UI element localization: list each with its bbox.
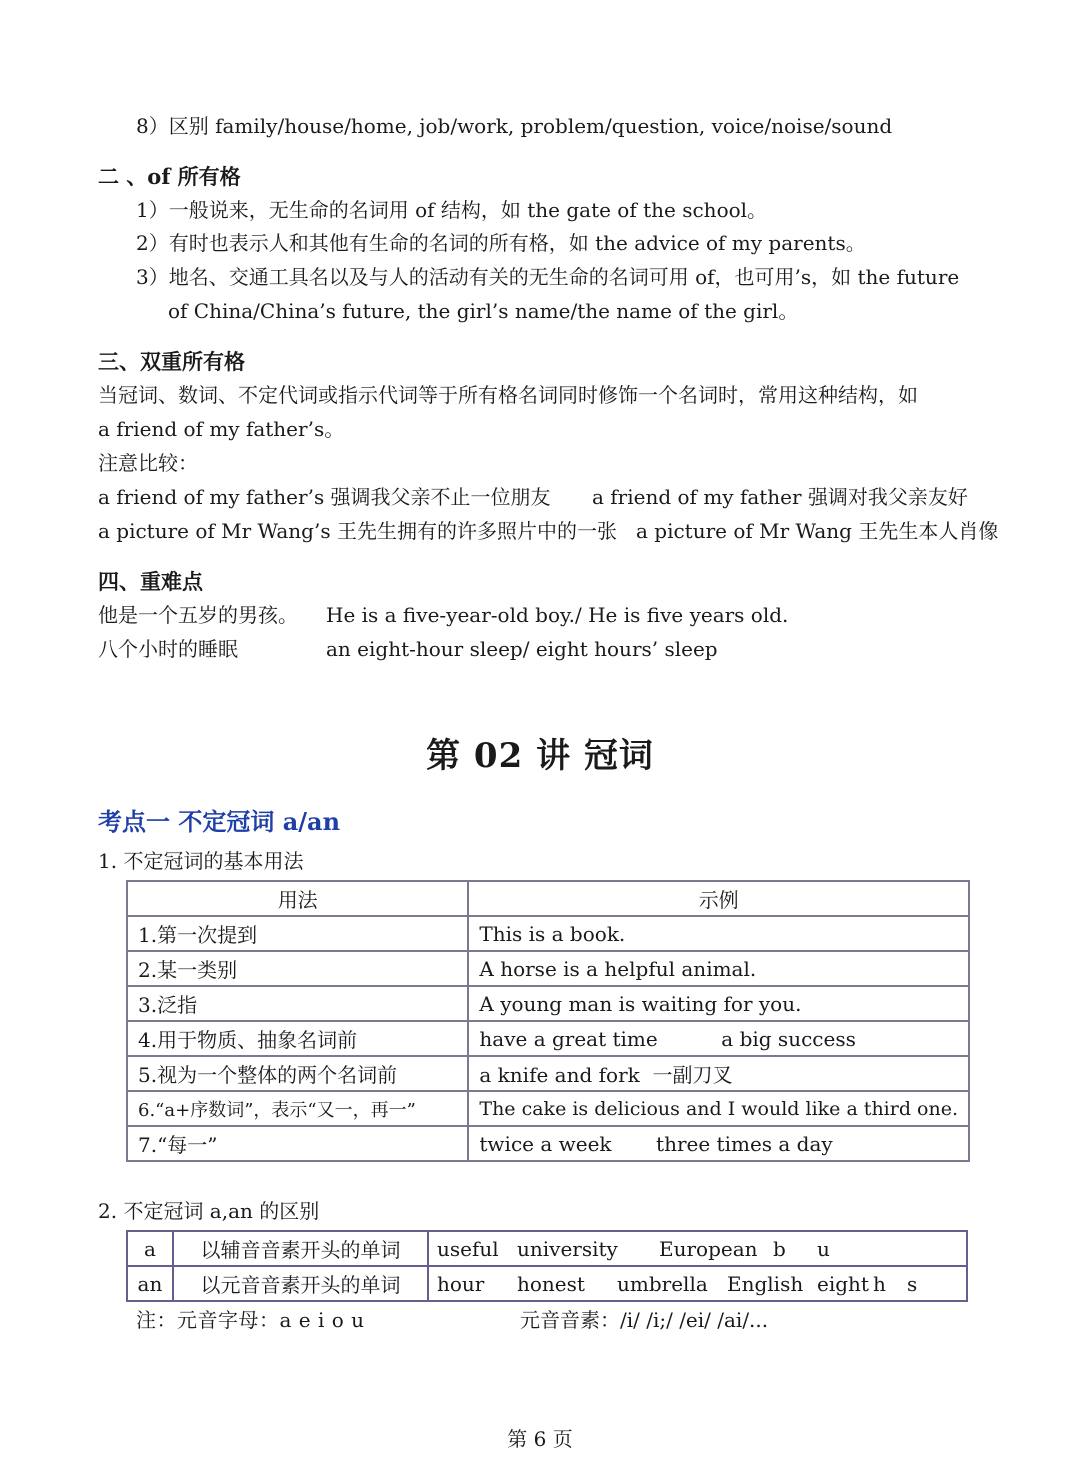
word: s: [907, 1271, 918, 1296]
usage-cell: 3.泛指: [127, 986, 468, 1021]
double-possessive-para-1: 当冠词、数词、不定代词或指示代词等于所有格名词同时修饰一个名词时，常用这种结构，如: [98, 383, 918, 407]
of-item-2: 2）有时也表示人和其他有生命的名词的所有格，如 the advice of my parents。: [136, 231, 866, 255]
word: useful: [437, 1236, 499, 1261]
example-cell: have a great time a big success: [468, 1021, 969, 1056]
table-row: [127, 1266, 967, 1301]
compare-row-1-left: a friend of my father’s 强调我父亲不止一位朋友: [98, 485, 551, 509]
table-row: [127, 916, 969, 951]
compare-note: 注意比较：: [98, 451, 198, 475]
example-cell: This is a book.: [468, 916, 969, 951]
heading-of-possessive: 二 、of 所有格: [98, 164, 241, 189]
subheading-a-an-difference: 2. 不定冠词 a,an 的区别: [98, 1199, 320, 1223]
example-cell: A horse is a helpful animal.: [468, 951, 969, 986]
rule-cell: 以辅音音素开头的单词: [173, 1231, 428, 1266]
word: eight: [817, 1271, 869, 1296]
example-cell: A young man is waiting for you.: [468, 986, 969, 1021]
table-row: [127, 986, 969, 1021]
table-row: [127, 1126, 969, 1161]
a-an-table: [126, 1230, 968, 1302]
table-row: [127, 1231, 967, 1266]
usage-table: [126, 880, 970, 1162]
of-item-1: 1）一般说来，无生命的名词用 of 结构，如 the gate of the school。: [136, 198, 768, 222]
note-vowel-letters: 注：元音字母：a e i o u: [136, 1308, 365, 1332]
rule-cell: 以元音音素开头的单词: [173, 1266, 428, 1301]
table-row: [127, 1091, 969, 1126]
words-cell: [428, 1231, 967, 1266]
key-row-1-en: He is a five-year-old boy./ He is five years old.: [326, 603, 789, 627]
header-usage: 用法: [127, 881, 468, 916]
example-cell: a knife and fork 一副刀叉: [468, 1056, 969, 1091]
table-row: [127, 1021, 969, 1056]
compare-row-2-left: a picture of Mr Wang’s 王先生拥有的许多照片中的一张: [98, 519, 617, 543]
header-example: 示例: [468, 881, 969, 916]
page-number: 第 6 页: [507, 1427, 573, 1451]
word: u: [817, 1236, 830, 1261]
key-row-2-en: an eight-hour sleep/ eight hours’ sleep: [326, 637, 718, 661]
word: b: [773, 1236, 786, 1261]
word: h: [873, 1271, 886, 1296]
usage-cell: 2.某一类别: [127, 951, 468, 986]
usage-cell: 6.“a+序数词”，表示“又一，再一”: [127, 1091, 468, 1126]
key-row-2-cn: 八个小时的睡眠: [98, 637, 238, 661]
article-cell: an: [127, 1266, 173, 1301]
subheading-basic-usage: 1. 不定冠词的基本用法: [98, 849, 304, 873]
example-cell: The cake is delicious and I would like a third one.: [468, 1091, 969, 1126]
word: English: [727, 1271, 804, 1296]
word: university: [517, 1236, 618, 1261]
example-cell: twice a week three times a day: [468, 1126, 969, 1161]
usage-cell: 1.第一次提到: [127, 916, 468, 951]
word: umbrella: [617, 1271, 708, 1296]
item-8: 8）区别 family/house/home, job/work, problem/question, voice/noise/sound: [136, 114, 893, 138]
compare-row-2-right: a picture of Mr Wang 王先生本人肖像: [636, 519, 999, 543]
note-vowel-sounds: 元音音素：/i/ /i;/ /ei/ /ai/...: [520, 1308, 769, 1332]
of-item-3: 3）地名、交通工具名以及与人的活动有关的无生命的名词可用 of，也可用’s，如 the future: [136, 265, 960, 289]
of-item-3-cont: of China/China’s future, the girl’s name/the name of the girl。: [168, 299, 799, 323]
table-row: [127, 951, 969, 986]
heading-double-possessive: 三、双重所有格: [98, 349, 245, 374]
word: hour: [437, 1271, 485, 1296]
compare-row-1-right: a friend of my father 强调对我父亲友好: [592, 485, 968, 509]
usage-cell: 4.用于物质、抽象名词前: [127, 1021, 468, 1056]
lecture-title: 第 02 讲 冠词: [426, 736, 654, 776]
article-cell: a: [127, 1231, 173, 1266]
double-possessive-para-2: a friend of my father’s。: [98, 417, 345, 441]
usage-cell: 7.“每一”: [127, 1126, 468, 1161]
word: European: [659, 1236, 758, 1261]
key-row-1-cn: 他是一个五岁的男孩。: [98, 603, 298, 627]
words-cell: [428, 1266, 967, 1301]
heading-key-points: 四、重难点: [98, 569, 203, 594]
kaodian-heading: 考点一 不定冠词 a/an: [98, 807, 341, 836]
table-header-row: [127, 881, 969, 916]
table-row: [127, 1056, 969, 1091]
usage-cell: 5.视为一个整体的两个名词前: [127, 1056, 468, 1091]
word: honest: [517, 1271, 585, 1296]
